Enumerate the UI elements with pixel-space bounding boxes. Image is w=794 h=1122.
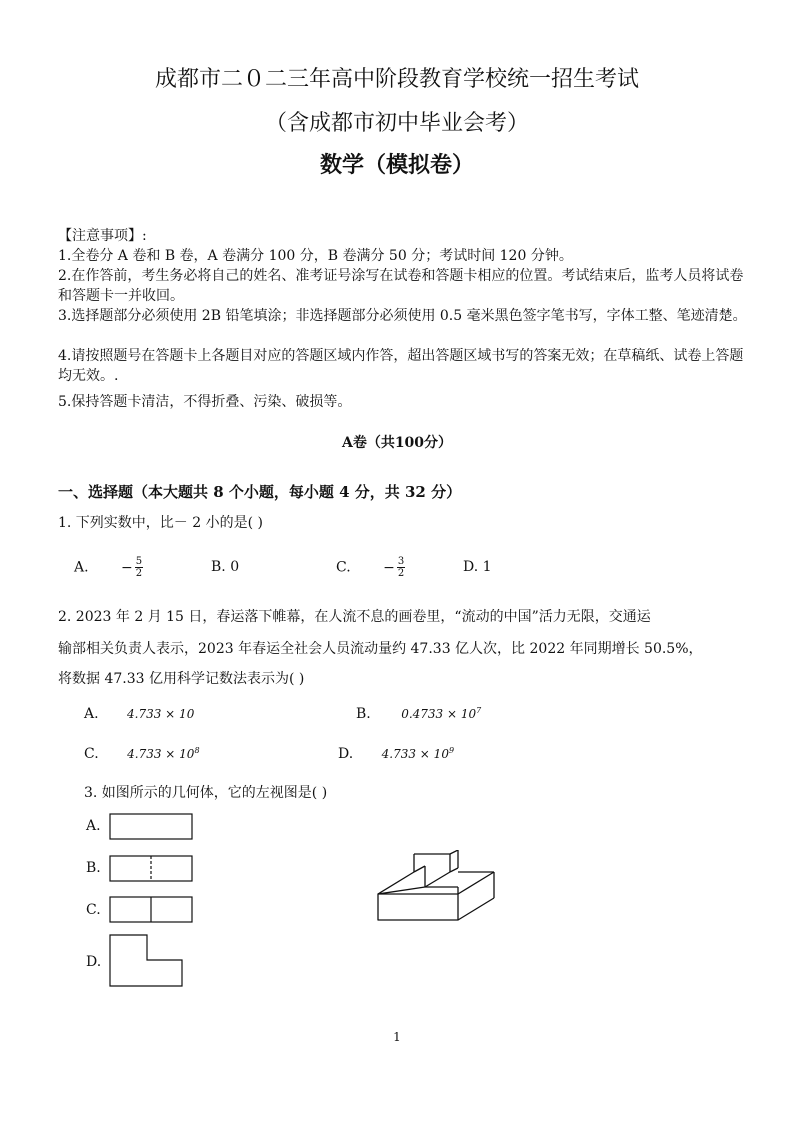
part1-title: 一、选择题（本大题共 8 个小题，每小题 4 分，共 32 分） — [58, 483, 462, 501]
question-3-stem: 3. 如图所示的几何体，它的左视图是( ) — [84, 785, 328, 801]
exam-subject: 数学（模拟卷） — [319, 152, 474, 178]
q3-option-d-figure — [109, 934, 185, 990]
notice-item-3: 3.选择题部分必须使用 2B 铅笔填涂；非选择题部分必须使用 0.5 毫米黑色签字笔书写，字体工整、笔迹清楚。 — [58, 308, 747, 324]
page-number: 1 — [393, 1030, 401, 1044]
q3-option-d-label: D. — [86, 954, 102, 970]
exam-title: 成都市二０二三年高中阶段教育学校统一招生考试 — [154, 67, 639, 92]
q2-option-d: D. $4.733 \times 10^9$ — [338, 746, 455, 762]
q3-option-b-label: B. — [86, 860, 101, 876]
q3-solid-figure — [372, 850, 500, 926]
notice-item-5: 5.保持答题卡清洁，不得折叠、污染、破损等。 — [58, 394, 352, 410]
notice-heading: 【注意事项】: — [58, 228, 147, 244]
q1-option-b: B. 0 — [211, 559, 240, 575]
q1-option-a: A. − $\frac{5}{2}$ — [74, 556, 143, 579]
notice-item-4: 4.请按照题号在答题卡上各题目对应的答题区域内作答，超出答题区域书写的答案无效；在草稿纸、试卷上答题均无效。. — [58, 348, 744, 384]
q3-option-a-figure — [109, 813, 195, 843]
q2-option-c: C. $4.733 \times 10^8$ — [84, 746, 200, 762]
q3-option-b-figure — [109, 855, 195, 885]
section-a-title: A卷（共100分） — [341, 435, 453, 451]
notice-item-2: 2.在作答前，考生务必将自己的姓名、准考证号涂写在试卷和答题卡相应的位置。考试结束后，监考人员将试卷和答题卡一并收回。 — [58, 268, 744, 304]
question-1-stem: 1. 下列实数中，比－ 2 小的是( ) — [58, 515, 263, 531]
question-2-line-2: 输部相关负责人表示，2023 年春运全社会人员流动量约 47.33 亿人次，比 2022 年同期增长 50.5%， — [58, 641, 703, 657]
q2-option-a: A. 4.733 × 10 — [84, 706, 195, 722]
q3-option-a-label: A. — [86, 818, 101, 834]
q2-option-b: B. $0.4733 \times 10^7$ — [356, 706, 482, 722]
exam-subtitle: （含成都市初中毕业会考） — [264, 111, 529, 136]
notice-item-1: 1.全卷分 A 卷和 B 卷，A 卷满分 100 分，B 卷满分 50 分；考试时间 120 分钟。 — [58, 248, 573, 264]
q3-option-c-figure — [109, 896, 195, 926]
q1-option-d: D. 1 — [463, 559, 492, 575]
q1-option-c: C. − $\frac{3}{2}$ — [336, 556, 405, 579]
question-2-line-3: 将数据 47.33 亿用科学记数法表示为( ) — [58, 671, 305, 687]
q3-option-c-label: C. — [86, 902, 101, 918]
question-2-line-1: 2. 2023 年 2 月 15 日，春运落下帷幕，在人流不息的画卷里，“流动的中国”活力无限，交通运 — [58, 609, 651, 625]
